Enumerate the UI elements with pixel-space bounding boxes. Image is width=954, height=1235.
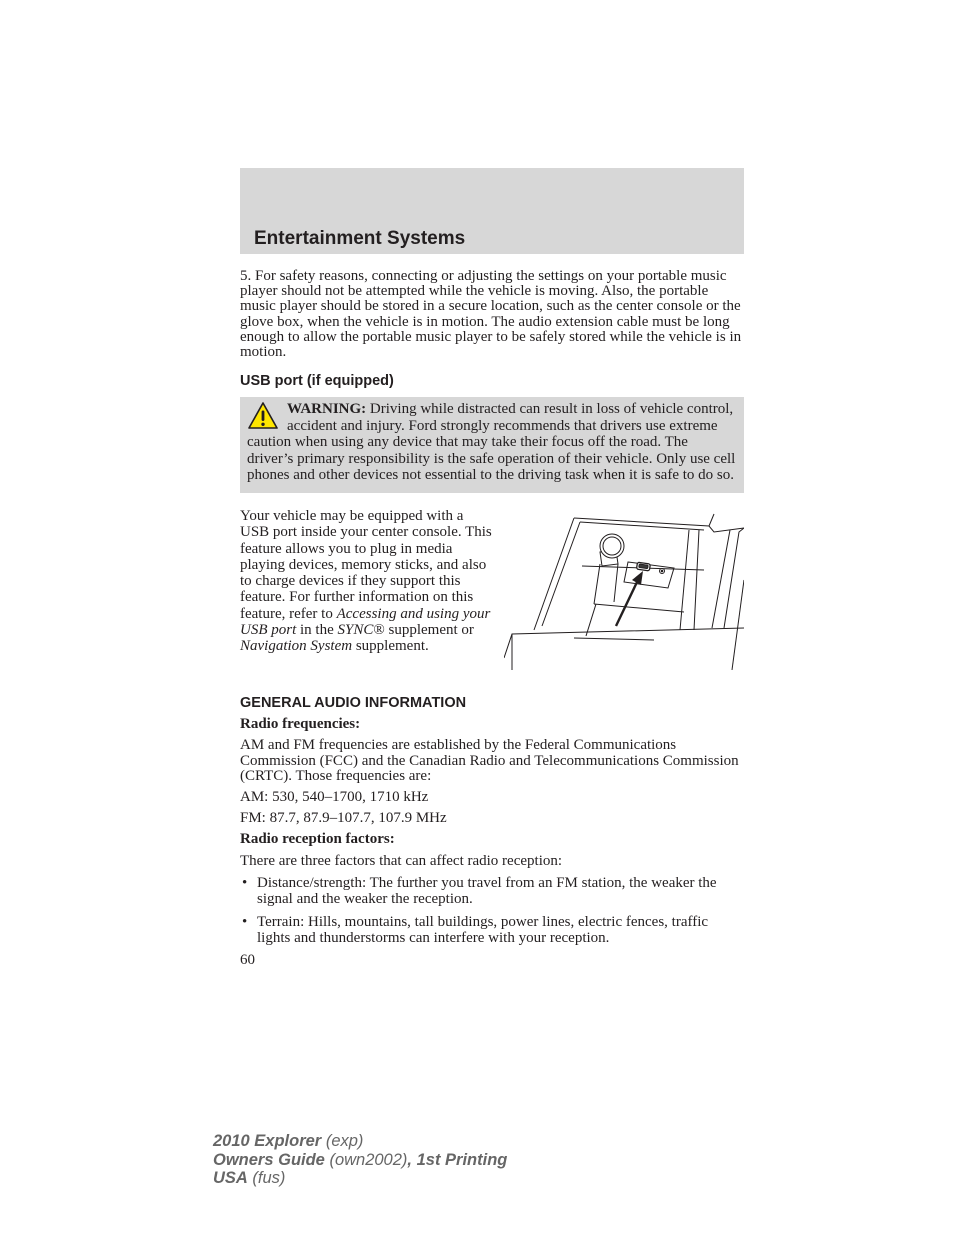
warning-triangle-icon: [247, 401, 279, 431]
usb-section: [240, 508, 744, 674]
footer-model-code: (exp): [321, 1132, 364, 1150]
warning-text: [247, 401, 736, 484]
radio-frequencies-text: AM and FM frequencies are established by the Federal Communications Commission (FCC) and the Canadian Radio and Telecommunications Commission (CRTC). Those frequencies are:: [240, 737, 739, 784]
safety-paragraph: 5. For safety reasons, connecting or adjusting the settings on your portable music player should not be attempted while the vehicle is moving. Also, the portable music player should be stored in a secure location, such as the center console or the glove box, when the vehicle is in motion. The audio extension cable must be long enough to allow the portable music player to be safely stored while the vehicle is in motion.: [240, 268, 742, 361]
general-audio-heading: GENERAL AUDIO INFORMATION: [240, 694, 467, 711]
footer-model: 2010 Explorer: [213, 1132, 322, 1150]
reception-factors-list: [240, 875, 744, 947]
page-content: [240, 269, 744, 968]
section-title: Entertainment Systems: [254, 228, 466, 249]
usb-text-part3: supplement or: [384, 622, 474, 638]
usb-ref-accessing: Accessing and using your USB port: [240, 605, 491, 638]
reception-intro: There are three factors that can affect radio reception:: [240, 852, 563, 869]
footer-guide-code: (own2002): [324, 1150, 408, 1169]
footer-market-code: (fus): [247, 1169, 286, 1187]
page-number: 60: [240, 951, 255, 968]
warning-label: WARNING:: [287, 401, 367, 418]
usb-text-part2: in the: [296, 622, 338, 638]
footer-printing: , 1st Printing: [407, 1150, 508, 1169]
warning-body: Driving while distracted can result in loss of vehicle control, accident and injury. Ford strongly recommends that drivers use extreme caution when using any device that may take their focus off the road. The driver’s primary responsibility is the safe operation of their vehicle. Only use cell phones and other devices not essential to the driving task when it is safe to do so.: [247, 401, 736, 484]
center-console-usb-illustration: [504, 508, 744, 670]
am-frequencies: AM: 530, 540–1700, 1710 kHz: [240, 788, 429, 805]
usb-text-part4: supplement.: [352, 638, 429, 655]
warning-box: [240, 397, 744, 493]
usb-paragraph: [240, 508, 494, 655]
usb-ref-sync: SYNC: [337, 622, 374, 638]
footer-market: USA: [213, 1169, 248, 1187]
radio-frequencies-label: Radio frequencies:: [240, 716, 361, 733]
footer-line-1: [213, 1132, 507, 1151]
footer-line-2: [213, 1151, 507, 1170]
reception-factors-label: Radio reception factors:: [240, 831, 395, 848]
list-item: • Terrain: Hills, mountains, tall buildings, power lines, electric fences, traffic lights and thunderstorms can interfere with your reception.: [240, 914, 744, 947]
fm-frequencies: FM: 87.7, 87.9–107.7, 107.9 MHz: [240, 810, 447, 827]
document-footer: [213, 1132, 507, 1188]
usb-port-heading: USB port (if equipped): [240, 373, 394, 390]
footer-line-3: [213, 1169, 507, 1188]
registered-mark: ®: [373, 622, 385, 638]
footer-guide: Owners Guide: [213, 1150, 325, 1169]
usb-ref-navigation: Navigation System: [240, 638, 353, 655]
list-item: • Distance/strength: The further you travel from an FM station, the weaker the signal and the weaker the reception.: [240, 875, 744, 908]
section-header-band: [240, 168, 744, 254]
usb-text-part1: Your vehicle may be equipped with a USB port inside your center console. This feature allows you to plug in media playing devices, memory sticks, and also to charge devices if they support this feature. For further information on this feature, refer to: [240, 507, 492, 622]
